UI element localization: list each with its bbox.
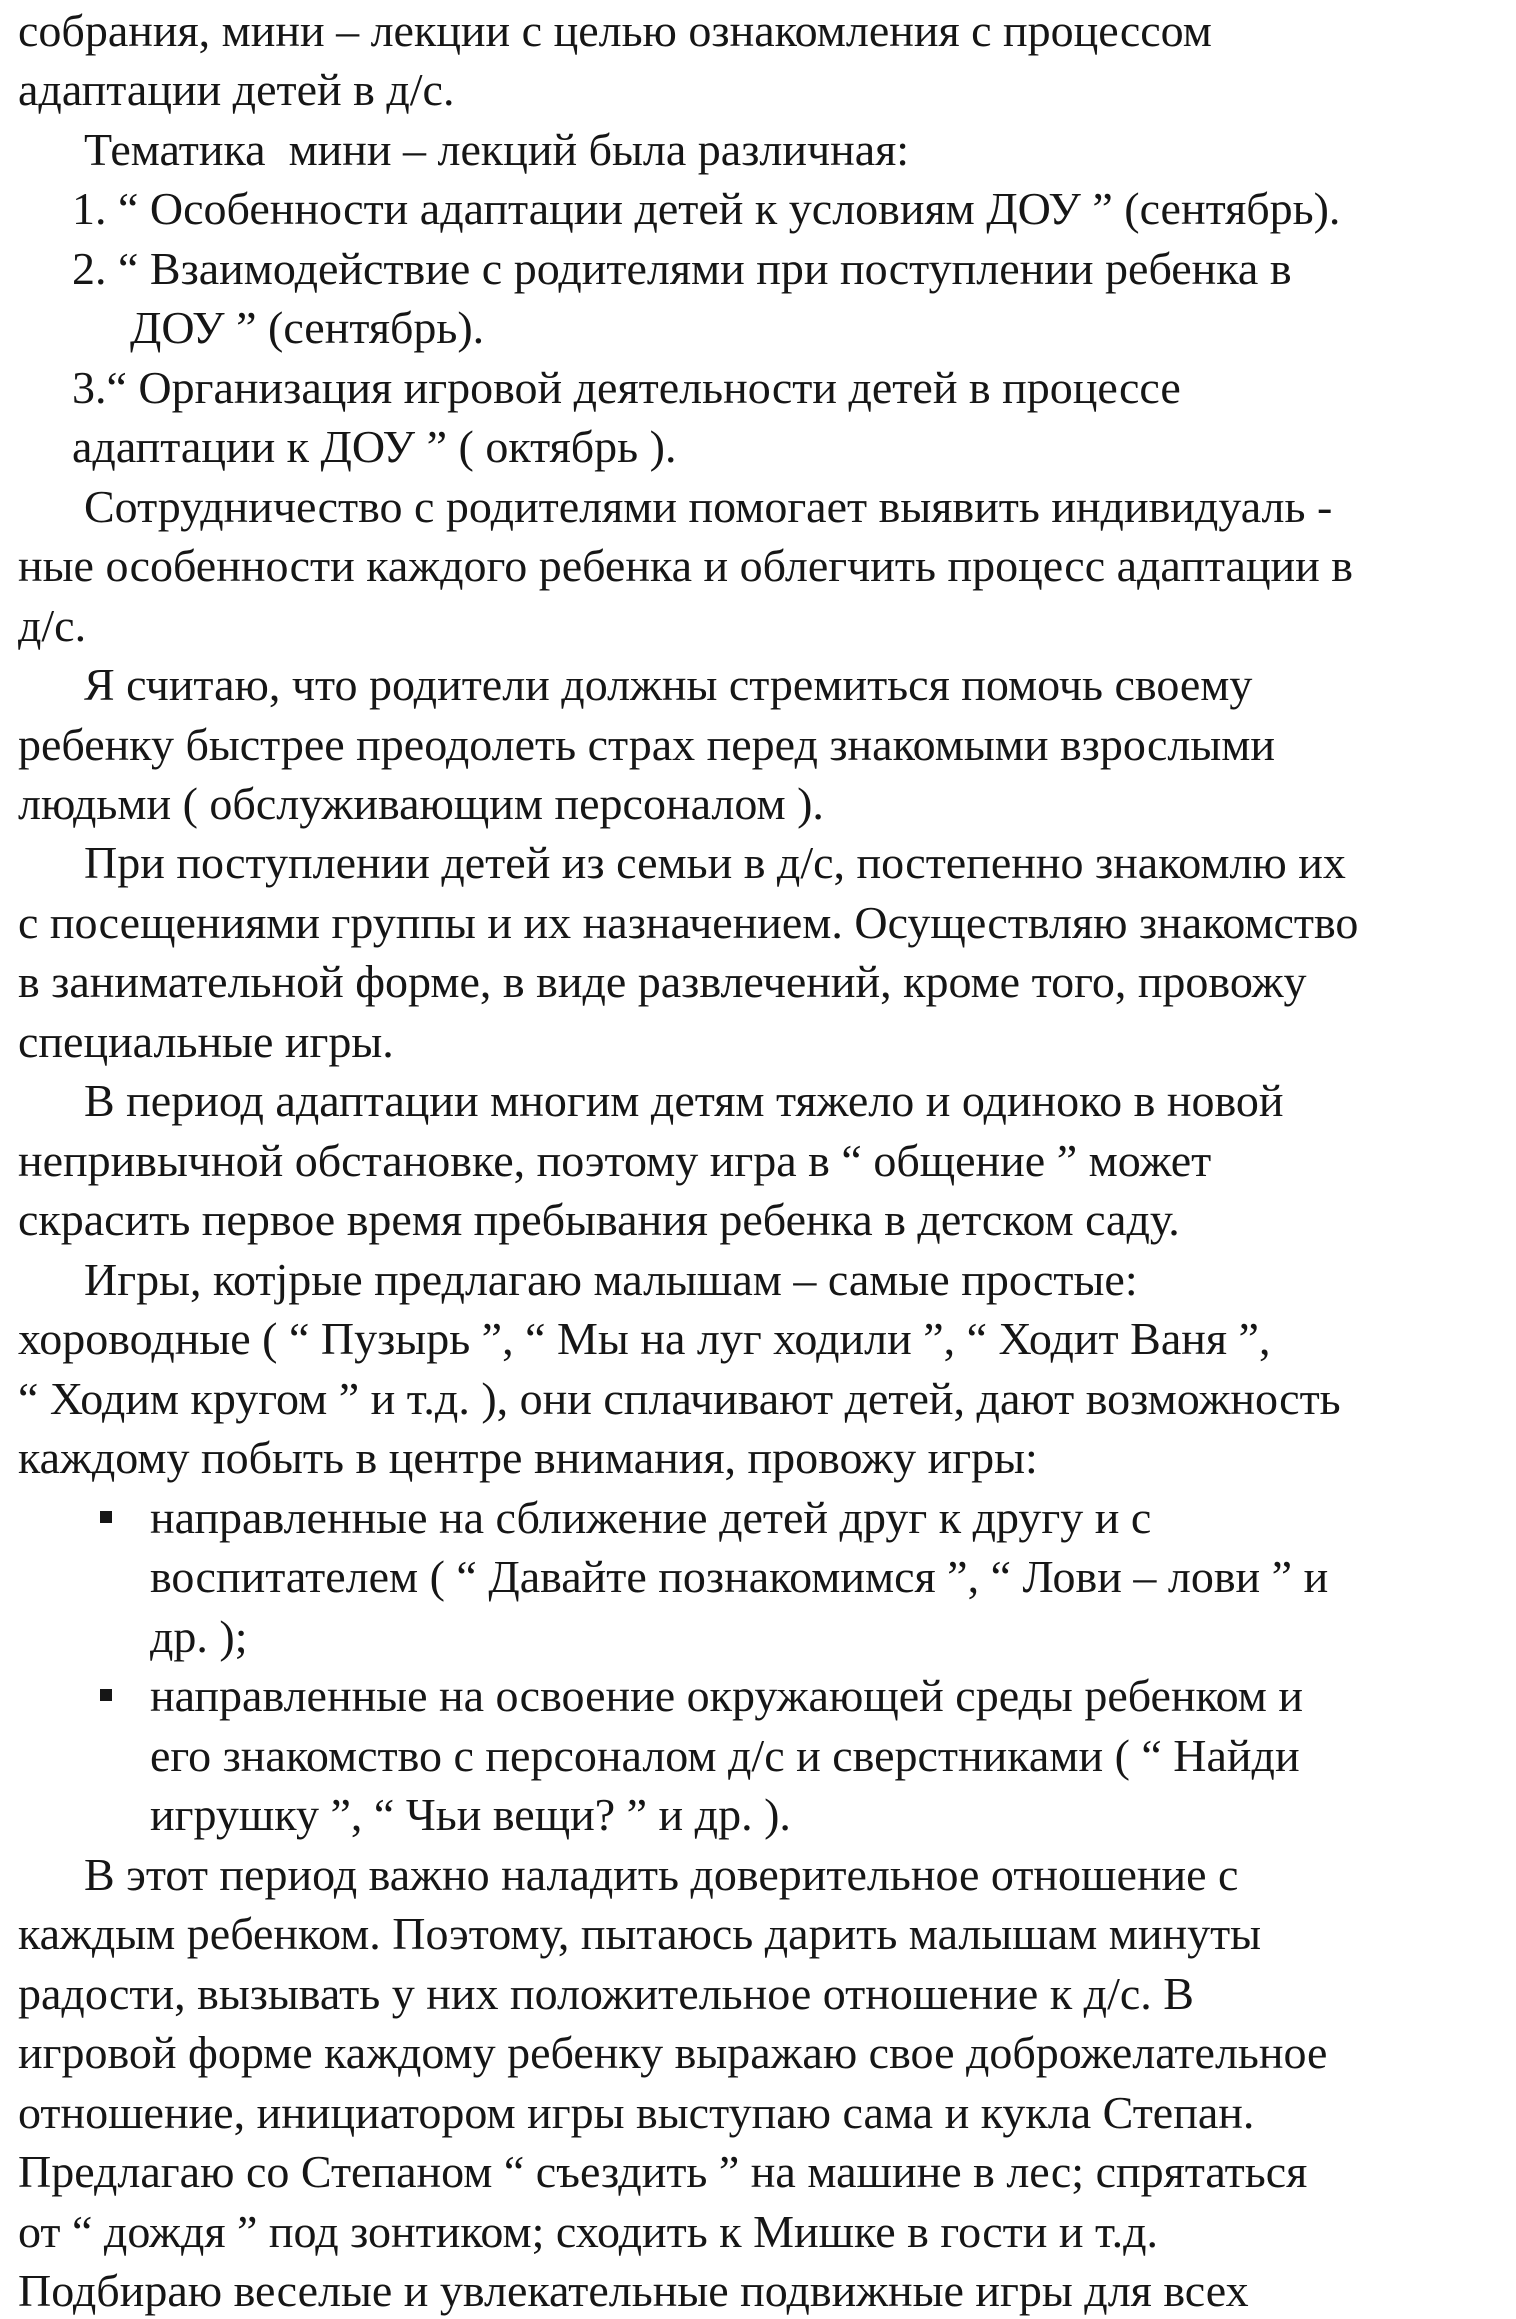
- text-line-38: от “ дождя ” под зонтиком; сходить к Мишке в гости и т.д.: [18, 2206, 1159, 2257]
- text-line-11: д/с.: [18, 600, 87, 651]
- bullet-item-2-end: игрушку ”, “ Чьи вещи? ” и др. ).: [150, 1789, 791, 1840]
- bullet-item-1-cont: воспитателем ( “ Давайте познакомимся ”, “ Лови – лови ” и: [150, 1551, 1329, 1602]
- bullet-item-1-end: др. );: [150, 1611, 248, 1662]
- text-line-32: В этот период важно наладить доверительное отношение с: [84, 1849, 1239, 1900]
- list-item-3: 3.“ Организация игровой деятельности детей в процессе: [72, 362, 1181, 413]
- bullet-1: [100, 1511, 112, 1523]
- text-line-3: Тематика мини – лекций была различная:: [84, 124, 910, 175]
- text-line-35: игровой форме каждому ребенку выражаю свое доброжелательное: [18, 2027, 1328, 2078]
- bullet-2: [100, 1689, 112, 1701]
- text-line-23: хороводные ( “ Пузырь ”, “ Мы на луг ходили ”, “ Ходит Ваня ”,: [18, 1313, 1271, 1364]
- text-line-25: каждому побыть в центре внимания, провожу игры:: [18, 1432, 1038, 1483]
- text-line-36: отношение, инициатором игры выступаю сама и кукла Степан.: [18, 2087, 1255, 2138]
- list-item-3-cont: адаптации к ДОУ ” ( октябрь ).: [72, 421, 677, 472]
- text-line-33: каждым ребенком. Поэтому, пытаюсь дарить малышам минуты: [18, 1908, 1262, 1959]
- text-line-9: Сотрудничество с родителями помогает выявить индивидуаль -: [84, 481, 1333, 532]
- bullet-item-1: направленные на сближение детей друг к другу и с: [150, 1492, 1152, 1543]
- text-line-24: “ Ходим кругом ” и т.д. ), они сплачивают детей, дают возможность: [18, 1373, 1341, 1424]
- text-line-18: специальные игры.: [18, 1016, 394, 1067]
- text-line-19: В период адаптации многим детям тяжело и одиноко в новой: [84, 1075, 1284, 1126]
- text-line-21: скрасить первое время пребывания ребенка в детском саду.: [18, 1194, 1180, 1245]
- text-line-13: ребенку быстрее преодолеть страх перед знакомыми взрослыми: [18, 719, 1276, 770]
- text-line-39: Подбираю веселые и увлекательные подвижные игры для всех: [18, 2265, 1249, 2316]
- bullet-item-2: направленные на освоение окружающей среды ребенком и: [150, 1670, 1303, 1721]
- text-line-15: При поступлении детей из семьи в д/с, постепенно знакомлю их: [84, 837, 1346, 888]
- text-line-2: адаптации детей в д/с.: [18, 64, 455, 115]
- text-line-1: собрания, мини – лекции с целью ознакомления с процессом: [18, 5, 1212, 56]
- list-item-2: 2. “ Взаимодействие с родителями при поступлении ребенка в: [72, 243, 1292, 294]
- bullet-item-2-cont: его знакомство с персоналом д/с и сверстниками ( “ Найди: [150, 1730, 1300, 1781]
- text-line-22: Игры, котјрые предлагаю малышам – самые простые:: [84, 1254, 1138, 1305]
- text-line-14: людьми ( обслуживающим персоналом ).: [18, 778, 824, 829]
- text-line-10: ные особенности каждого ребенка и облегчить процесс адаптации в: [18, 540, 1354, 591]
- text-line-16: с посещениями группы и их назначением. Осуществляю знакомство: [18, 897, 1359, 948]
- text-line-34: радости, вызывать у них положительное отношение к д/с. В: [18, 1968, 1194, 2019]
- text-line-17: в занимательной форме, в виде развлечений, кроме того, провожу: [18, 956, 1307, 1007]
- list-item-2-cont: ДОУ ” (сентябрь).: [130, 302, 485, 353]
- text-line-37: Предлагаю со Степаном “ съездить ” на машине в лес; спрятаться: [18, 2146, 1308, 2197]
- text-line-20: непривычной обстановке, поэтому игра в “ общение ” может: [18, 1135, 1212, 1186]
- list-item-1: 1. “ Особенности адаптации детей к условиям ДОУ ” (сентябрь).: [72, 183, 1341, 234]
- text-line-12: Я считаю, что родители должны стремиться помочь своему: [84, 659, 1253, 710]
